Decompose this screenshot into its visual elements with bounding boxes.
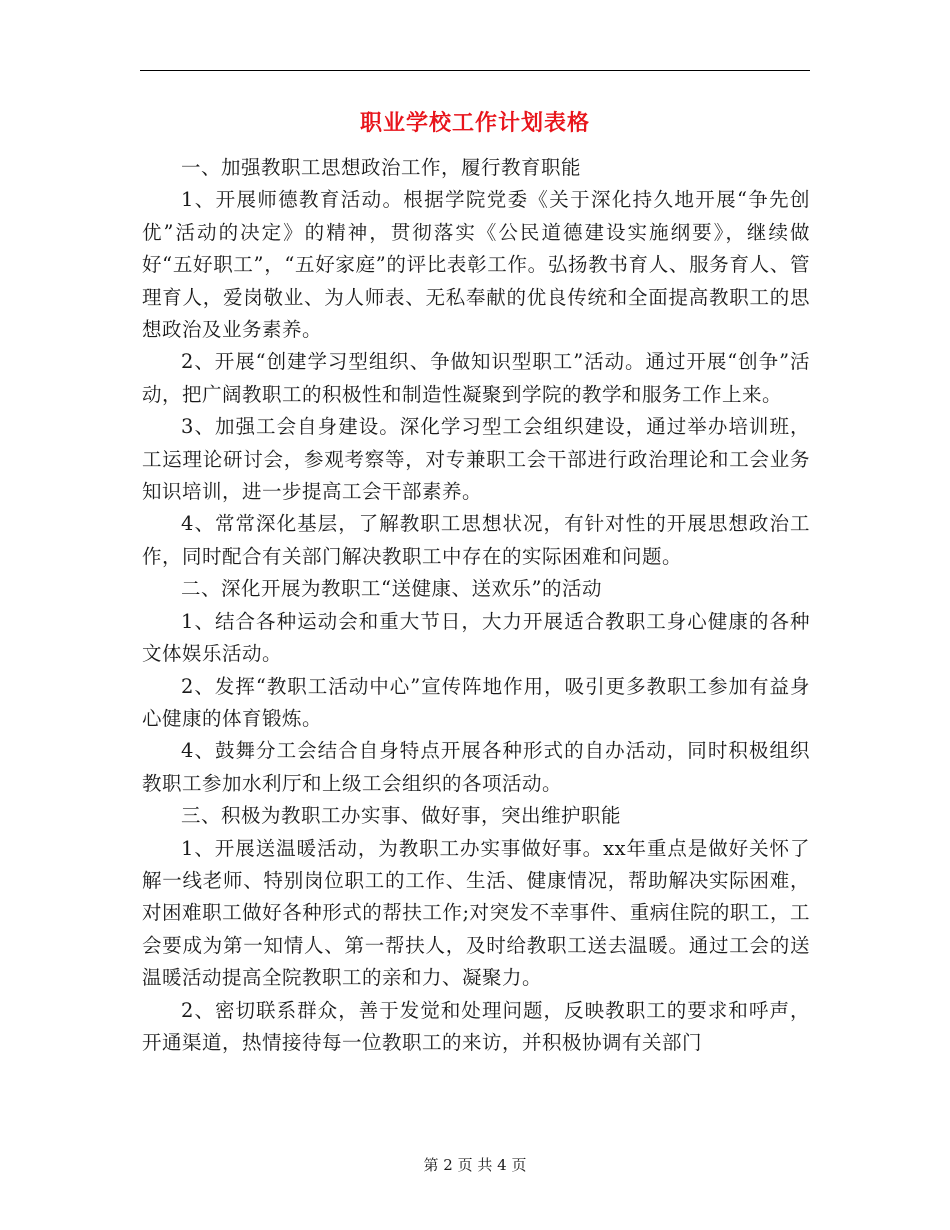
paragraph: 3、加强工会自身建设。深化学习型工会组织建设，通过举办培训班，工运理论研讨会，参观考察等，对专兼职工会干部进行政治理论和工会业务知识培训，进一步提高工会干部素养。 [142,415,810,504]
document-body [142,152,810,1059]
section-heading-1: 一、加强教职工思想政治工作，履行教育职能 [181,156,582,179]
paragraph: 2、发挥“教职工活动中心”宣传阵地作用，吸引更多教职工参加有益身心健康的体育锻炼。 [142,674,810,730]
paragraph: 2、密切联系群众，善于发觉和处理问题，反映教职工的要求和呼声，开通渠道，热情接待每一位教职工的来访，并积极协调有关部门 [142,998,810,1054]
paragraph: 2、开展“创建学习型组织、争做知识型职工”活动。通过开展“创争”活动，把广阔教职工的积极性和制造性凝聚到学院的教学和服务工作上来。 [142,350,810,406]
section-heading-2: 二、深化开展为教职工“送健康、送欢乐”的活动 [181,577,602,601]
paragraph: 1、结合各种运动会和重大节日，大力开展适合教职工身心健康的各种文体娱乐活动。 [142,609,810,666]
document-title: 职业学校工作计划表格 [359,111,590,136]
paragraph: 4、常常深化基层，了解教职工思想状况，有针对性的开展思想政治工作，同时配合有关部门解决教职工中存在的实际困难和问题。 [142,512,810,568]
paragraph: 4、鼓舞分工会结合自身特点开展各种形式的自办活动，同时积极组织教职工参加水利厅和上级工会组织的各项活动。 [142,739,810,795]
paragraph: 1、开展送温暖活动，为教职工办实事做好事。xx年重点是做好关怀了解一线老师、特别岗位职工的工作、生活、健康情况，帮助解决实际困难，对困难职工做好各种形式的帮扶工作;对突发不幸事件、重病住院的职工，工会要成为第一知情人、第一帮扶人，及时给教职工送去温暖。通过工会的送温暖活动提高全院教职工的亲和力、凝聚力。 [142,836,810,990]
paragraph: 1、开展师德教育活动。根据学院党委《关于深化持久地开展“争先创优”活动的决定》的精神，贯彻落实《公民道德建设实施纲要》，继续做好“五好职工”，“五好家庭”的评比表彰工作。弘扬教书育人、服务育人、管理育人，爱岗敬业、为人师表、无私奉献的优良传统和全面提高教职工的思想政治及业务素养。 [142,188,810,342]
section-heading-3: 三、积极为教职工办实事、做好事，突出维护职能 [181,804,622,828]
page-footer: 第 2 页 共 4 页 [423,1156,527,1174]
header-rule [140,70,810,71]
